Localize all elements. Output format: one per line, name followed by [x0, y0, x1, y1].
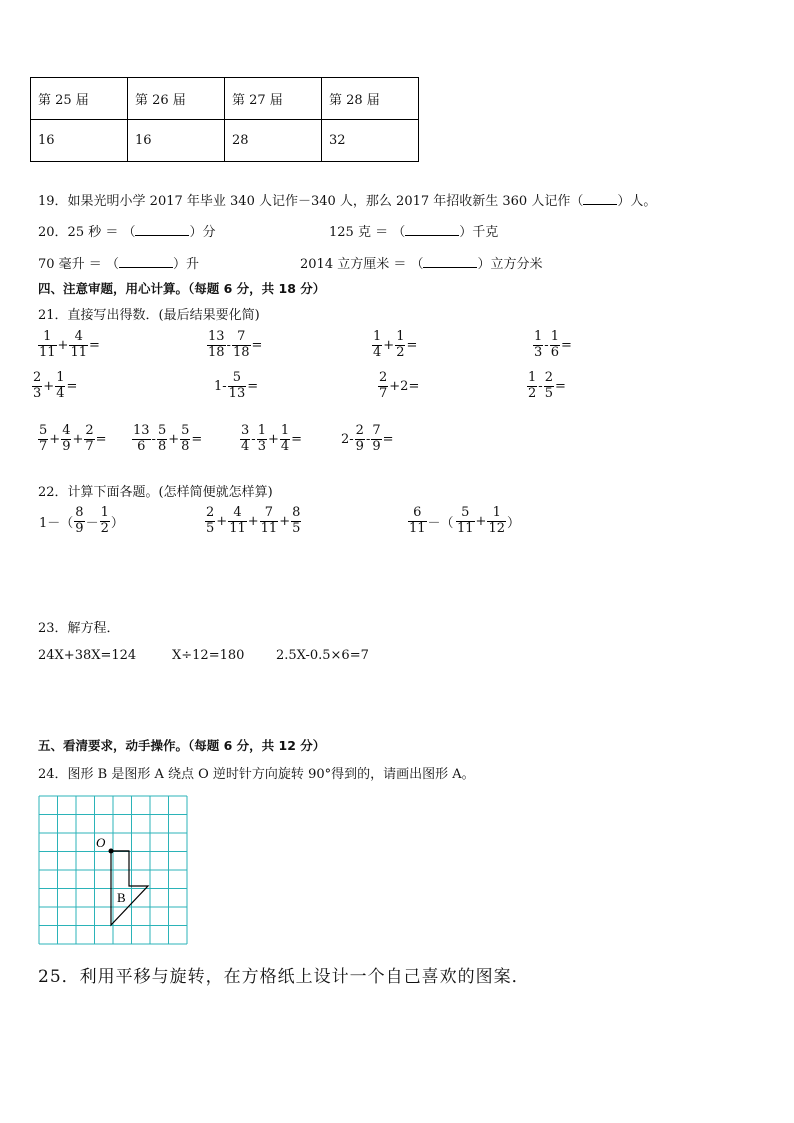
- denominator: 7: [85, 438, 94, 454]
- denominator: 11: [457, 520, 474, 536]
- table-header-cell: 第 25 届: [31, 78, 128, 120]
- operator: -: [365, 431, 371, 447]
- operator: =: [95, 431, 107, 447]
- denominator: 11: [409, 520, 426, 536]
- fraction: [232, 330, 251, 361]
- fraction: [69, 330, 88, 361]
- numerator: 8: [75, 505, 84, 520]
- fraction: [487, 506, 506, 537]
- answer-blank[interactable]: [405, 225, 459, 236]
- fraction: [61, 424, 71, 455]
- denominator: 5: [544, 385, 553, 401]
- question-20d: [300, 253, 543, 272]
- denominator: 3: [534, 344, 543, 360]
- numerator: 7: [372, 423, 381, 438]
- fraction: [180, 424, 190, 455]
- denominator: 6: [137, 438, 146, 454]
- math-expression: [533, 330, 573, 361]
- fraction: [371, 424, 381, 455]
- denominator: 18: [208, 344, 225, 360]
- table-value-cell: 32: [322, 120, 419, 162]
- denominator: 4: [373, 344, 382, 360]
- numerator: 13: [208, 329, 225, 344]
- operator: =: [560, 337, 572, 353]
- fraction: [395, 330, 405, 361]
- fraction: [32, 371, 42, 402]
- numerator: 5: [228, 371, 247, 387]
- q20d-text: 2014 立方厘米 ＝ （: [300, 257, 424, 272]
- shape-b-label: B: [117, 890, 126, 905]
- section-4-heading: 四、注意审题，用心计算。（每题 6 分，共 18 分）: [38, 281, 326, 296]
- operator: ）: [110, 515, 124, 531]
- denominator: 11: [260, 520, 278, 536]
- fraction: [157, 424, 167, 455]
- math-expression: [378, 371, 420, 402]
- table-value-cell: 16: [128, 120, 225, 162]
- denominator: 3: [257, 438, 266, 454]
- operator: －（: [427, 515, 454, 531]
- question-24: 24．图形 B 是图形 A 绕点 O 逆时针方向旋转 90°得到的，请画出图形 A。: [38, 767, 475, 782]
- section-5-heading: 五、看清要求，动手操作。（每题 6 分，共 12 分）: [38, 738, 326, 753]
- numerator: 8: [292, 505, 301, 520]
- numerator: 2: [85, 423, 94, 438]
- denominator: 7: [39, 438, 48, 454]
- operator: -: [226, 337, 231, 353]
- denominator: 3: [33, 385, 42, 401]
- numerator: 5: [157, 423, 167, 438]
- answer-blank[interactable]: [119, 257, 173, 268]
- denominator: 5: [206, 520, 215, 536]
- operator: +: [57, 337, 69, 353]
- fraction: [355, 424, 365, 455]
- fraction: [38, 330, 57, 361]
- numerator: 5: [456, 506, 475, 522]
- math-expression: [456, 506, 521, 537]
- operator: +: [49, 431, 61, 447]
- fraction: [544, 371, 554, 402]
- fraction: [84, 424, 94, 455]
- q20d-unit: ）立方分米: [477, 257, 543, 272]
- fraction: [207, 330, 226, 361]
- fraction: [378, 371, 388, 402]
- denominator: 2: [100, 520, 109, 536]
- operator: =: [89, 337, 100, 353]
- denominator: 9: [62, 438, 71, 454]
- math-expression: [205, 506, 301, 537]
- denominator: 13: [228, 385, 246, 401]
- numerator: 2: [33, 370, 42, 385]
- question-20a: [38, 221, 216, 240]
- fraction: [260, 506, 279, 537]
- fraction: [132, 424, 151, 455]
- operator: +: [247, 513, 259, 529]
- denominator: 5: [292, 520, 301, 536]
- q20b-unit: ）千克: [459, 225, 499, 240]
- table-header-cell: 第 26 届: [128, 78, 225, 120]
- operator: +: [475, 513, 487, 529]
- fraction: [257, 424, 267, 455]
- fraction: [240, 424, 250, 455]
- numerator: 3: [241, 423, 250, 438]
- operator: =: [406, 337, 418, 353]
- numerator: 1: [396, 329, 405, 344]
- numerator: 4: [228, 506, 247, 522]
- fraction: [38, 424, 48, 455]
- fraction: [100, 506, 110, 537]
- math-expression: [527, 371, 567, 402]
- fraction: [291, 506, 301, 537]
- fraction: [228, 371, 247, 402]
- numerator: 1: [100, 505, 109, 520]
- math-expression: [32, 371, 78, 402]
- denominator: 9: [355, 438, 364, 454]
- denominator: 9: [372, 438, 381, 454]
- denominator: 4: [241, 438, 250, 454]
- table-value-row: [31, 120, 419, 162]
- q19-text-after: ）人。: [617, 194, 657, 209]
- fraction: [372, 330, 382, 361]
- denominator: 9: [75, 520, 84, 536]
- math-expression: [408, 506, 455, 537]
- fraction: [527, 371, 537, 402]
- math-expression: [38, 506, 125, 537]
- equation-3: 2.5X-0.5×6=7: [276, 648, 369, 663]
- operator: 1-: [214, 378, 227, 394]
- numerator: 1: [280, 423, 290, 438]
- q20c-unit: ）升: [172, 257, 199, 272]
- math-expression: [38, 424, 108, 455]
- operator: +: [279, 513, 291, 529]
- q20c-text: 70 毫升 ＝ （: [38, 257, 119, 272]
- denominator: 8: [157, 438, 167, 454]
- q19-text-before: 19．如果光明小学 2017 年毕业 340 人记作－340 人，那么 2017 年招收新生 360 人记作（: [38, 194, 584, 209]
- answer-blank[interactable]: [583, 194, 617, 205]
- question-25: 25．利用平移与旋转，在方格纸上设计一个自己喜欢的图案．: [38, 967, 530, 987]
- numerator: 4: [62, 423, 71, 438]
- q20a-unit: ）分: [189, 225, 216, 240]
- numerator: 1: [257, 423, 266, 438]
- operator: 2-: [341, 431, 354, 447]
- fraction: [456, 506, 475, 537]
- denominator: 11: [39, 344, 56, 360]
- point-o-label: O: [96, 835, 106, 850]
- q21-title: 21．直接写出得数．(最后结果要化简): [38, 308, 260, 323]
- point-o-dot: [109, 849, 114, 854]
- operator: -: [251, 431, 256, 447]
- equation-2: X÷12=180: [172, 648, 245, 663]
- fraction: [55, 371, 65, 402]
- equation-1: 24X+38X=124: [38, 648, 137, 663]
- math-expression: [240, 424, 303, 455]
- numerator: 2: [355, 423, 364, 438]
- numerator: 1: [487, 506, 506, 522]
- numerator: 1: [534, 329, 543, 344]
- math-expression: [132, 424, 203, 455]
- denominator: 18: [232, 344, 250, 360]
- fraction: [280, 424, 290, 455]
- table-header-cell: 第 28 届: [322, 78, 419, 120]
- grid-lines: [39, 796, 187, 944]
- table-header-cell: 第 27 届: [225, 78, 322, 120]
- numerator: 1: [528, 370, 537, 385]
- question-20b: [329, 221, 498, 240]
- q20a-text: 20．25 秒 ＝ （: [38, 225, 136, 240]
- question-19: [38, 190, 656, 209]
- math-expression: [207, 330, 263, 361]
- numerator: 6: [408, 506, 427, 522]
- numerator: 1: [373, 329, 382, 344]
- denominator: 11: [229, 520, 246, 536]
- fraction: [228, 506, 247, 537]
- math-expression: [372, 330, 418, 361]
- table-value-cell: 28: [225, 120, 322, 162]
- operator: －: [85, 515, 99, 531]
- operator: =: [251, 337, 263, 353]
- numerator: 5: [39, 423, 48, 438]
- operator: =: [247, 378, 259, 394]
- fraction: [408, 506, 427, 537]
- results-table: [30, 77, 419, 162]
- numerator: 2: [544, 370, 553, 385]
- numerator: 1: [38, 330, 57, 346]
- fraction: [533, 330, 543, 361]
- fraction: [550, 330, 560, 361]
- operator: -: [544, 337, 549, 353]
- math-expression: [340, 424, 395, 455]
- numerator: 7: [260, 506, 279, 522]
- question-20c: [38, 253, 199, 272]
- operator: +: [267, 431, 279, 447]
- operator: -: [538, 378, 543, 394]
- operator: +: [168, 431, 180, 447]
- math-expression: [38, 330, 101, 361]
- table-value-cell: 16: [31, 120, 128, 162]
- numerator: 2: [206, 505, 215, 520]
- numerator: 1: [550, 329, 559, 344]
- answer-blank[interactable]: [423, 257, 477, 268]
- operator: =: [291, 431, 303, 447]
- rotation-grid-figure[interactable]: [38, 795, 188, 945]
- operator: +2=: [389, 378, 420, 394]
- denominator: 11: [70, 344, 87, 360]
- answer-blank[interactable]: [135, 225, 189, 236]
- numerator: 2: [379, 370, 388, 385]
- q20b-text: 125 克 ＝ （: [329, 225, 406, 240]
- operator: =: [382, 431, 394, 447]
- operator: +: [383, 337, 395, 353]
- numerator: 1: [56, 370, 65, 385]
- q23-title: 23．解方程．: [38, 621, 120, 636]
- operator: =: [554, 378, 566, 394]
- denominator: 6: [550, 344, 559, 360]
- numerator: 5: [181, 423, 190, 438]
- denominator: 8: [181, 438, 190, 454]
- table-header-row: [31, 78, 419, 120]
- numerator: 13: [133, 423, 150, 438]
- denominator: 7: [379, 385, 388, 401]
- denominator: 2: [396, 344, 405, 360]
- denominator: 2: [528, 385, 537, 401]
- operator: =: [191, 431, 203, 447]
- operator: 1－（: [39, 515, 74, 531]
- operator: +: [72, 431, 84, 447]
- fraction: [205, 506, 215, 537]
- numerator: 7: [232, 330, 251, 346]
- denominator: 4: [56, 385, 65, 401]
- operator: -: [151, 431, 156, 447]
- denominator: 4: [280, 438, 290, 454]
- math-expression: [213, 371, 259, 402]
- fraction: [74, 506, 84, 537]
- numerator: 4: [69, 330, 88, 346]
- operator: =: [66, 378, 78, 394]
- operator: ）: [507, 515, 521, 531]
- denominator: 12: [488, 520, 505, 536]
- q22-title: 22．计算下面各题。(怎样简便就怎样算): [38, 485, 273, 500]
- operator: +: [216, 513, 228, 529]
- operator: +: [43, 378, 55, 394]
